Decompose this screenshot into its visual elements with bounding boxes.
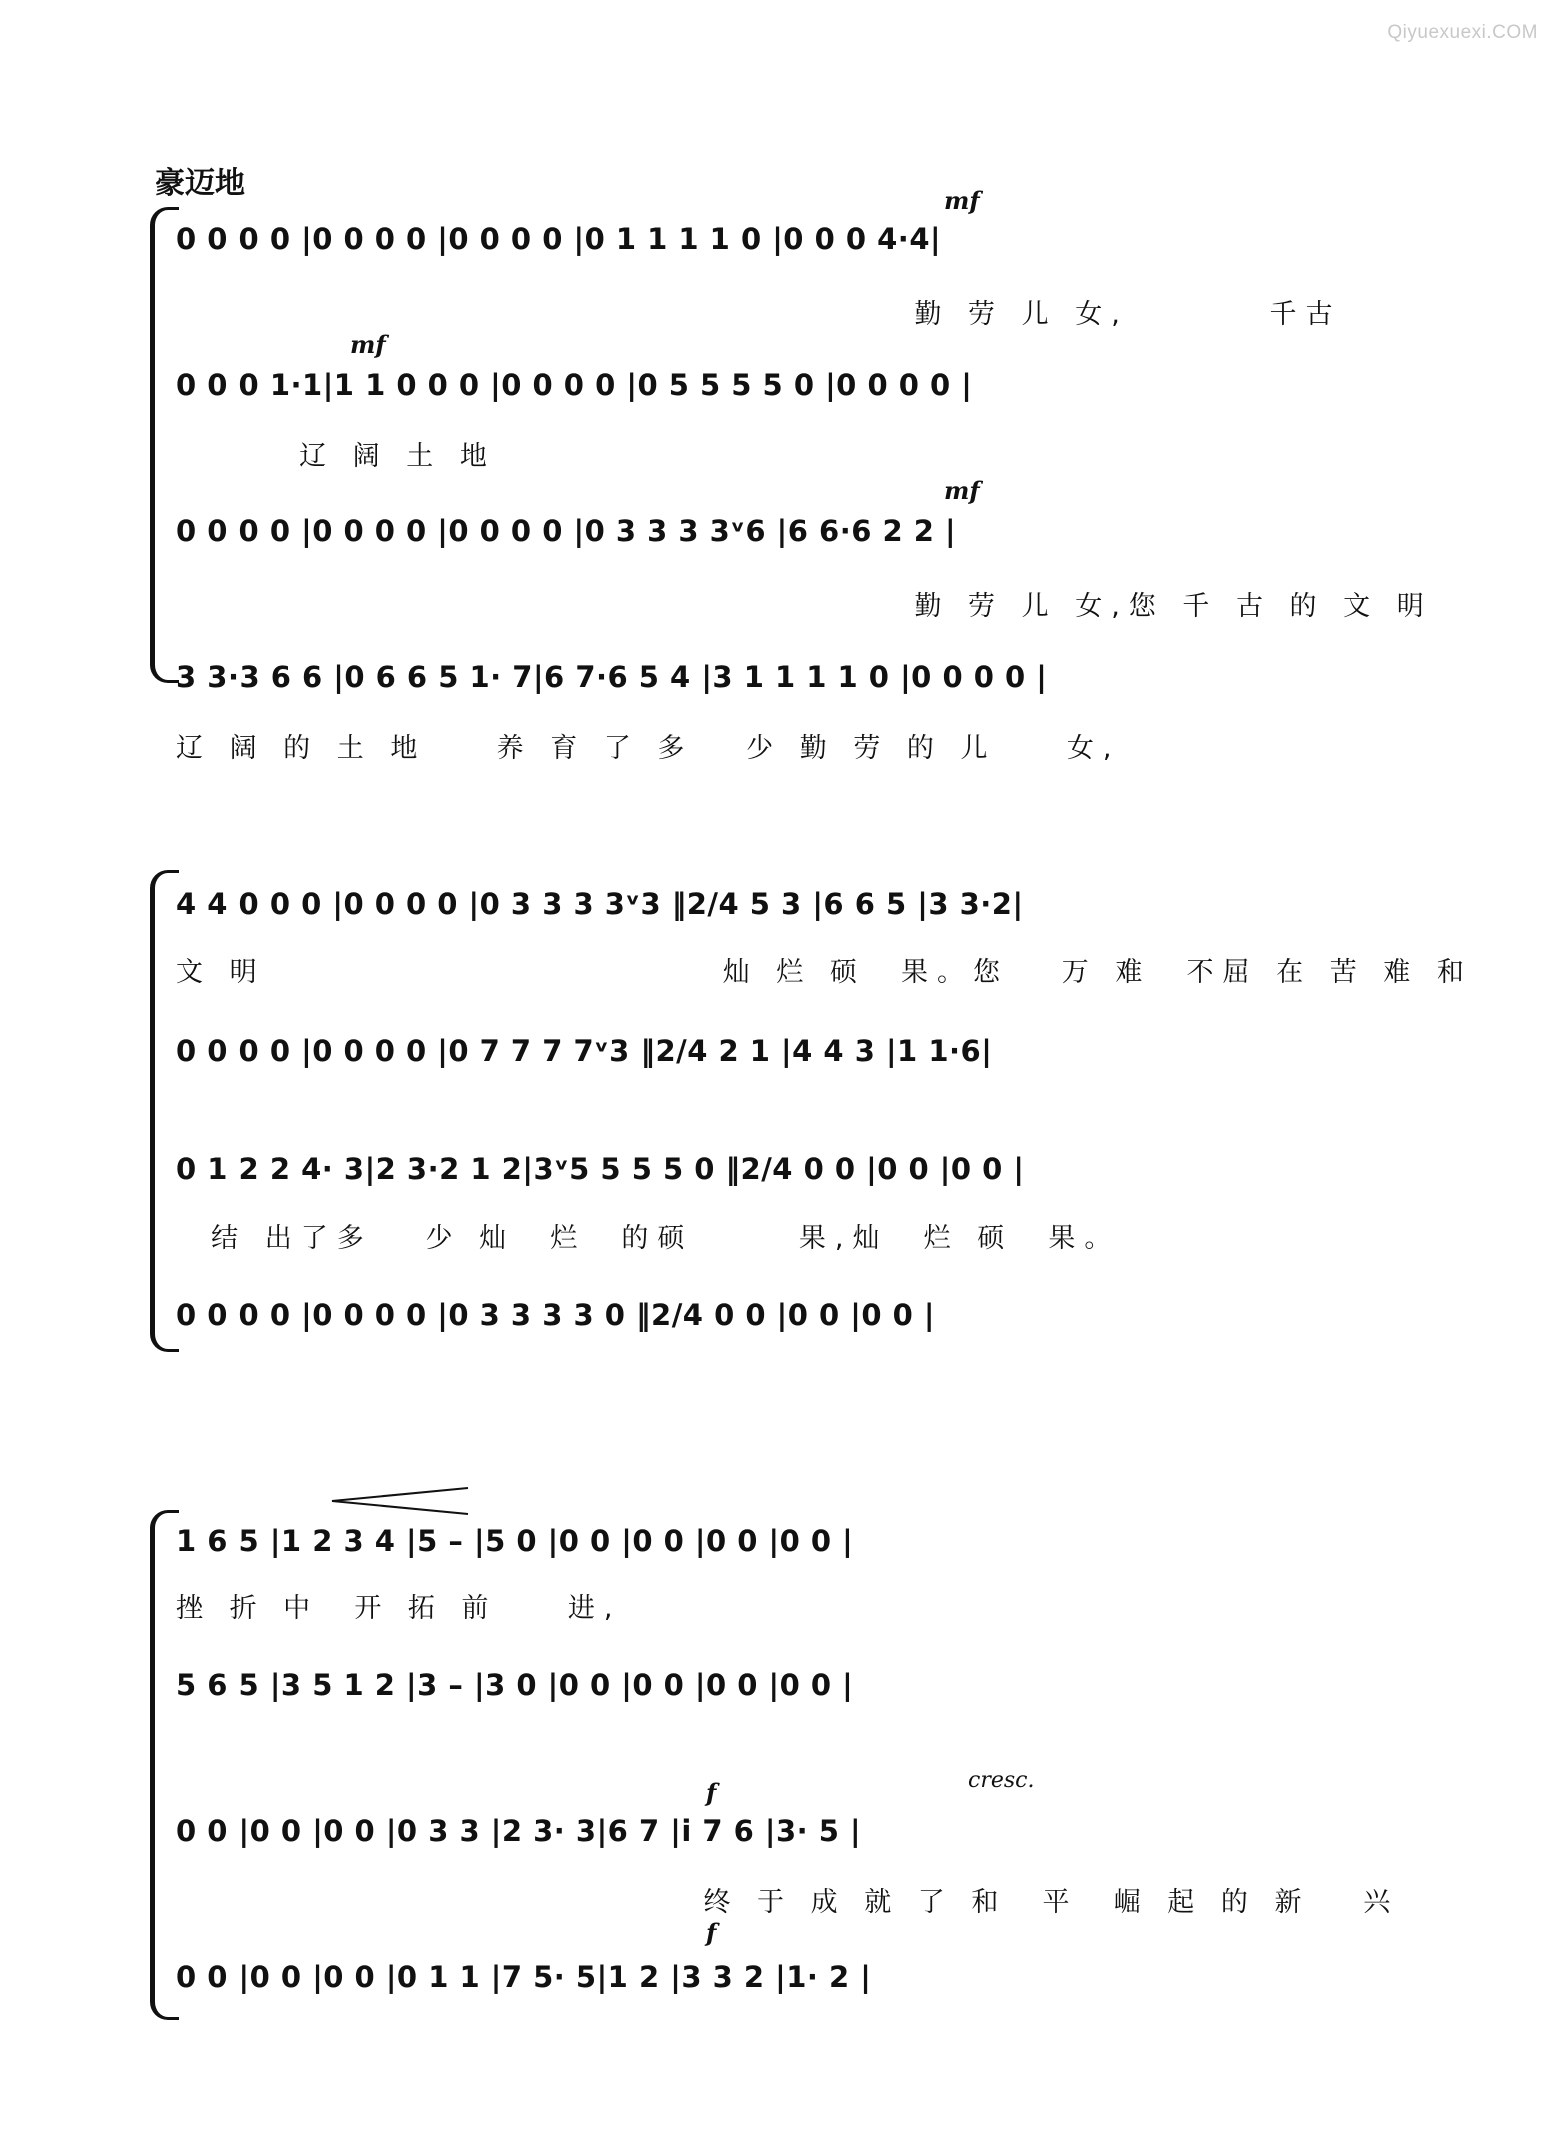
staff-row: 0 0 |0 0 |0 0 |0 1 1 |7 5· 5|1 2 |3 3 2 |1· 2 | [176,1960,872,1994]
site-watermark: Qiyuexuexi.COM [1387,22,1538,43]
staff-row: 0 1 2 2 4· 3|2 3·2 1 2|3ᵛ5 5 5 5 0 ‖2/4 0 0 |0 0 |0 0 | [176,1152,1025,1186]
dynamic-f: f [706,1918,717,1947]
system-brace [150,207,179,683]
lyric-line: 勤 劳 儿 女, 千古 [176,299,1342,330]
dynamic-f: f [706,1778,717,1807]
staff-row: 5 6 5 |3 5 1 2 |3 – |3 0 |0 0 |0 0 |0 0 |0 0 | [176,1668,854,1702]
lyric-line: 勤 劳 儿 女,您 千 古 的 文 明 [176,591,1433,622]
system-brace [150,1510,179,2020]
staff-row: 0 0 0 0 |0 0 0 0 |0 7 7 7 7ᵛ3 ‖2/4 2 1 |4 4 3 |1 1·6| [176,1034,993,1068]
crescendo-hairpin [330,1486,470,1516]
lyric-line: 结 出了多 少 灿 烂 的硕 果,灿 烂 硕 果。 [176,1223,1121,1254]
staff-row: 0 0 0 0 |0 0 0 0 |0 0 0 0 |0 3 3 3 3ᵛ6 |6 6·6 2 2 | [176,514,957,548]
staff-row: 0 0 0 0 |0 0 0 0 |0 3 3 3 3 0 ‖2/4 0 0 |0 0 |0 0 | [176,1298,935,1332]
staff-row: 3 3·3 6 6 |0 6 6 5 1· 7|6 7·6 5 4 |3 1 1 1 1 0 |0 0 0 0 | [176,660,1048,694]
lyric-line: 辽 阔 的 土 地 养 育 了 多 少 勤 劳 的 儿 女, [176,733,1121,764]
dynamic-mf: mf [944,186,980,215]
lyric-line: 挫 折 中 开 拓 前 进, [176,1593,622,1624]
staff-row: 1 6 5 |1 2 3 4 |5 – |5 0 |0 0 |0 0 |0 0 |0 0 | [176,1524,854,1558]
tempo-marking: 豪迈地 [155,166,245,201]
dynamic-mf: mf [350,330,386,359]
staff-row: 0 0 0 1·1|1 1 0 0 0 |0 0 0 0 |0 5 5 5 5 0 |0 0 0 0 | [176,368,973,402]
lyric-line: 文 明 灿 烂 硕 果。您 万 难 不屈 在 苦 难 和 [176,957,1473,988]
cresc-marking: cresc. [968,1768,1035,1793]
system-brace [150,870,179,1352]
staff-row: 0 0 0 0 |0 0 0 0 |0 0 0 0 |0 1 1 1 1 0 |0 0 0 4·4| [176,222,942,256]
dynamic-mf: mf [944,476,980,505]
lyric-line: 辽 阔 土 地 [176,441,496,472]
staff-row: 0 0 |0 0 |0 0 |0 3 3 |2 3· 3|6 7 |i 7 6 |3· 5 | [176,1814,862,1848]
lyric-line: 终 于 成 就 了 和 平 崛 起 的 新 兴 [176,1887,1400,1918]
staff-row: 4 4 0 0 0 |0 0 0 0 |0 3 3 3 3ᵛ3 ‖2/4 5 3 |6 6 5 |3 3·2| [176,887,1024,921]
